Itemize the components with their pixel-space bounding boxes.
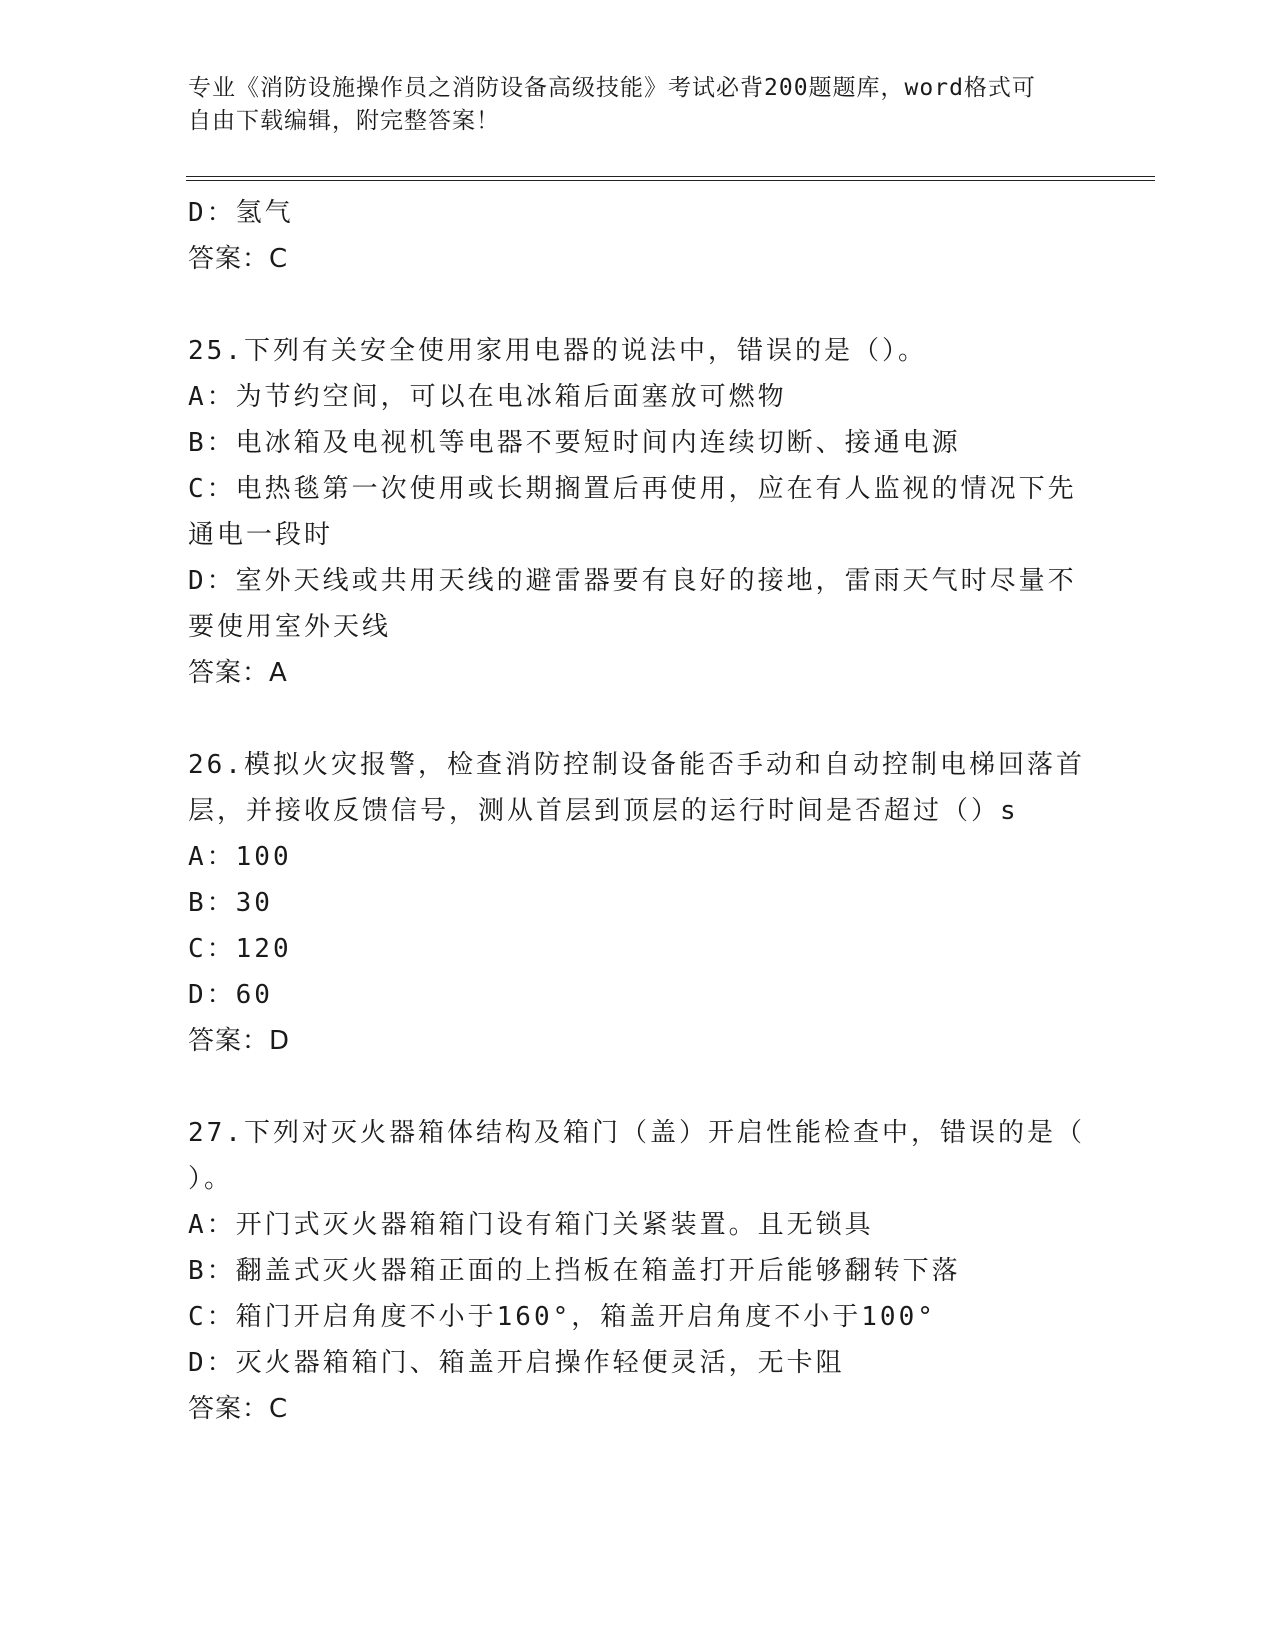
question-stem: 25.下列有关安全使用家用电器的说法中，错误的是（）。 xyxy=(188,336,927,366)
question-stem-continued: ）。 xyxy=(188,1164,234,1194)
question-list xyxy=(188,190,1088,1432)
answer-line: 答案：D xyxy=(188,1026,291,1056)
question-stem: 27.下列对灭火器箱体结构及箱门（盖）开启性能检查中，错误的是（ xyxy=(188,1118,1085,1148)
option-d-continued: 要使用室外天线 xyxy=(188,612,392,642)
option-c: C：电热毯第一次使用或长期搁置后再使用，应在有人监视的情况下先 xyxy=(188,474,1077,504)
option-b: B：电冰箱及电视机等电器不要短时间内连续切断、接通电源 xyxy=(188,428,961,458)
option-b: B：30 xyxy=(188,888,273,918)
option-d: D：60 xyxy=(188,980,273,1010)
header-divider xyxy=(186,176,1155,181)
option-c: C：箱门开启角度不小于160°，箱盖开启角度不小于100° xyxy=(188,1302,936,1332)
answer-line: 答案：A xyxy=(188,658,288,688)
spacer xyxy=(188,1064,1088,1110)
question-stem: 26.模拟火灾报警，检查消防控制设备能否手动和自动控制电梯回落首 xyxy=(188,750,1085,780)
spacer xyxy=(188,282,1088,328)
option-a: A：为节约空间，可以在电冰箱后面塞放可燃物 xyxy=(188,382,787,412)
header-line-2: 自由下载编辑，附完整答案！ xyxy=(188,108,500,134)
option-a: A：100 xyxy=(188,842,292,872)
option-b: B：翻盖式灭火器箱正面的上挡板在箱盖打开后能够翻转下落 xyxy=(188,1256,961,1286)
question-27 xyxy=(188,1110,1088,1432)
option-c-continued: 通电一段时 xyxy=(188,520,334,550)
answer-line: 答案：C xyxy=(188,1394,289,1424)
option-d: D：灭火器箱箱门、箱盖开启操作轻便灵活，无卡阻 xyxy=(188,1348,845,1378)
answer-line: 答案：C xyxy=(188,244,289,274)
option-d: D：室外天线或共用天线的避雷器要有良好的接地，雷雨天气时尽量不 xyxy=(188,566,1077,596)
option-a: A：开门式灭火器箱箱门设有箱门关紧装置。且无锁具 xyxy=(188,1210,874,1240)
document-header xyxy=(188,72,1068,138)
question-24-tail xyxy=(188,190,1088,282)
question-stem-continued: 层，并接收反馈信号，测从首层到顶层的运行时间是否超过（）s xyxy=(188,796,1019,826)
option-d: D：氢气 xyxy=(188,198,294,228)
option-c: C：120 xyxy=(188,934,292,964)
spacer xyxy=(188,696,1088,742)
header-line-1: 专业《消防设施操作员之消防设备高级技能》考试必背200题题库，word格式可 xyxy=(188,75,1036,101)
question-26 xyxy=(188,742,1088,1064)
question-25 xyxy=(188,328,1088,696)
